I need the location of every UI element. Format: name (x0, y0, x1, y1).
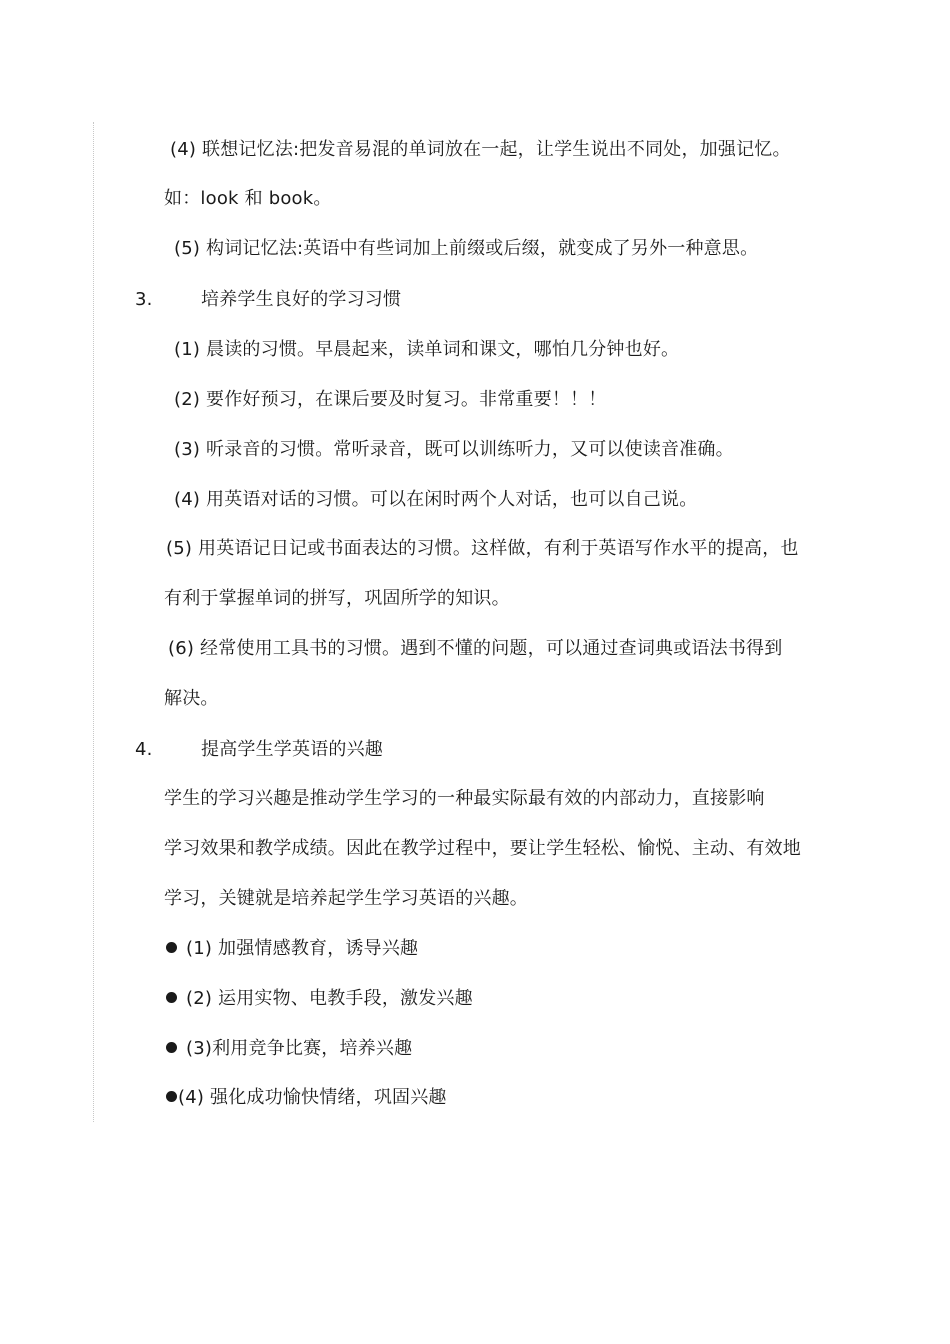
habit-item-3: (3) 听录音的习惯。常听录音，既可以训练听力，又可以使读音准确。 (174, 439, 734, 460)
habit-item-5-continuation: 有利于掌握单词的拼写，巩固所学的知识。 (164, 588, 510, 609)
list-item-4-continuation: 如：look 和 book。 (164, 188, 332, 209)
section-4-number: 4. (135, 739, 153, 760)
section-3-title: 培养学生良好的学习习惯 (201, 289, 402, 310)
habit-item-5: (5) 用英语记日记或书面表达的习惯。这样做，有利于英语写作水平的提高，也 (166, 538, 799, 559)
habit-item-6-continuation: 解决。 (164, 688, 219, 709)
list-item-4: (4) 联想记忆法:把发音易混的单词放在一起，让学生说出不同处，加强记忆。 (170, 139, 791, 160)
habit-item-4: (4) 用英语对话的习惯。可以在闲时两个人对话，也可以自己说。 (174, 489, 698, 510)
bullet-dot-icon (166, 1091, 177, 1102)
bullet-text: (3)利用竞争比赛，培养兴趣 (186, 1038, 413, 1059)
bullet-item (166, 1086, 447, 1110)
habit-item-1: (1) 晨读的习惯。早晨起来，读单词和课文，哪怕几分钟也好。 (174, 339, 680, 360)
bullet-dot-icon (166, 1042, 177, 1053)
bullet-item (166, 1037, 412, 1061)
bullet-dot-icon (166, 992, 177, 1003)
paragraph-line: 学生的学习兴趣是推动学生学习的一种最实际最有效的内部动力，直接影响 (164, 788, 765, 809)
habit-item-6: (6) 经常使用工具书的习惯。遇到不懂的问题，可以通过查词典或语法书得到 (168, 638, 783, 659)
bullet-text: (4) 强化成功愉快情绪，巩固兴趣 (178, 1087, 447, 1108)
bullet-item (166, 987, 473, 1011)
margin-guide (93, 122, 94, 1122)
paragraph-line: 学习效果和教学成绩。因此在教学过程中，要让学生轻松、愉悦、主动、有效地 (164, 838, 801, 859)
habit-item-2: (2) 要作好预习，在课后要及时复习。非常重要！！！ (174, 389, 607, 410)
section-3-number: 3. (135, 289, 153, 310)
paragraph-line: 学习，关键就是培养起学生学习英语的兴趣。 (164, 888, 528, 909)
section-4-title: 提高学生学英语的兴趣 (201, 739, 383, 760)
list-item-5: (5) 构词记忆法:英语中有些词加上前缀或后缀，就变成了另外一种意思。 (174, 238, 759, 259)
bullet-text: (2) 运用实物、电教手段，激发兴趣 (186, 988, 473, 1009)
bullet-dot-icon (166, 942, 177, 953)
bullet-item (166, 937, 418, 961)
bullet-text: (1) 加强情感教育，诱导兴趣 (186, 938, 419, 959)
